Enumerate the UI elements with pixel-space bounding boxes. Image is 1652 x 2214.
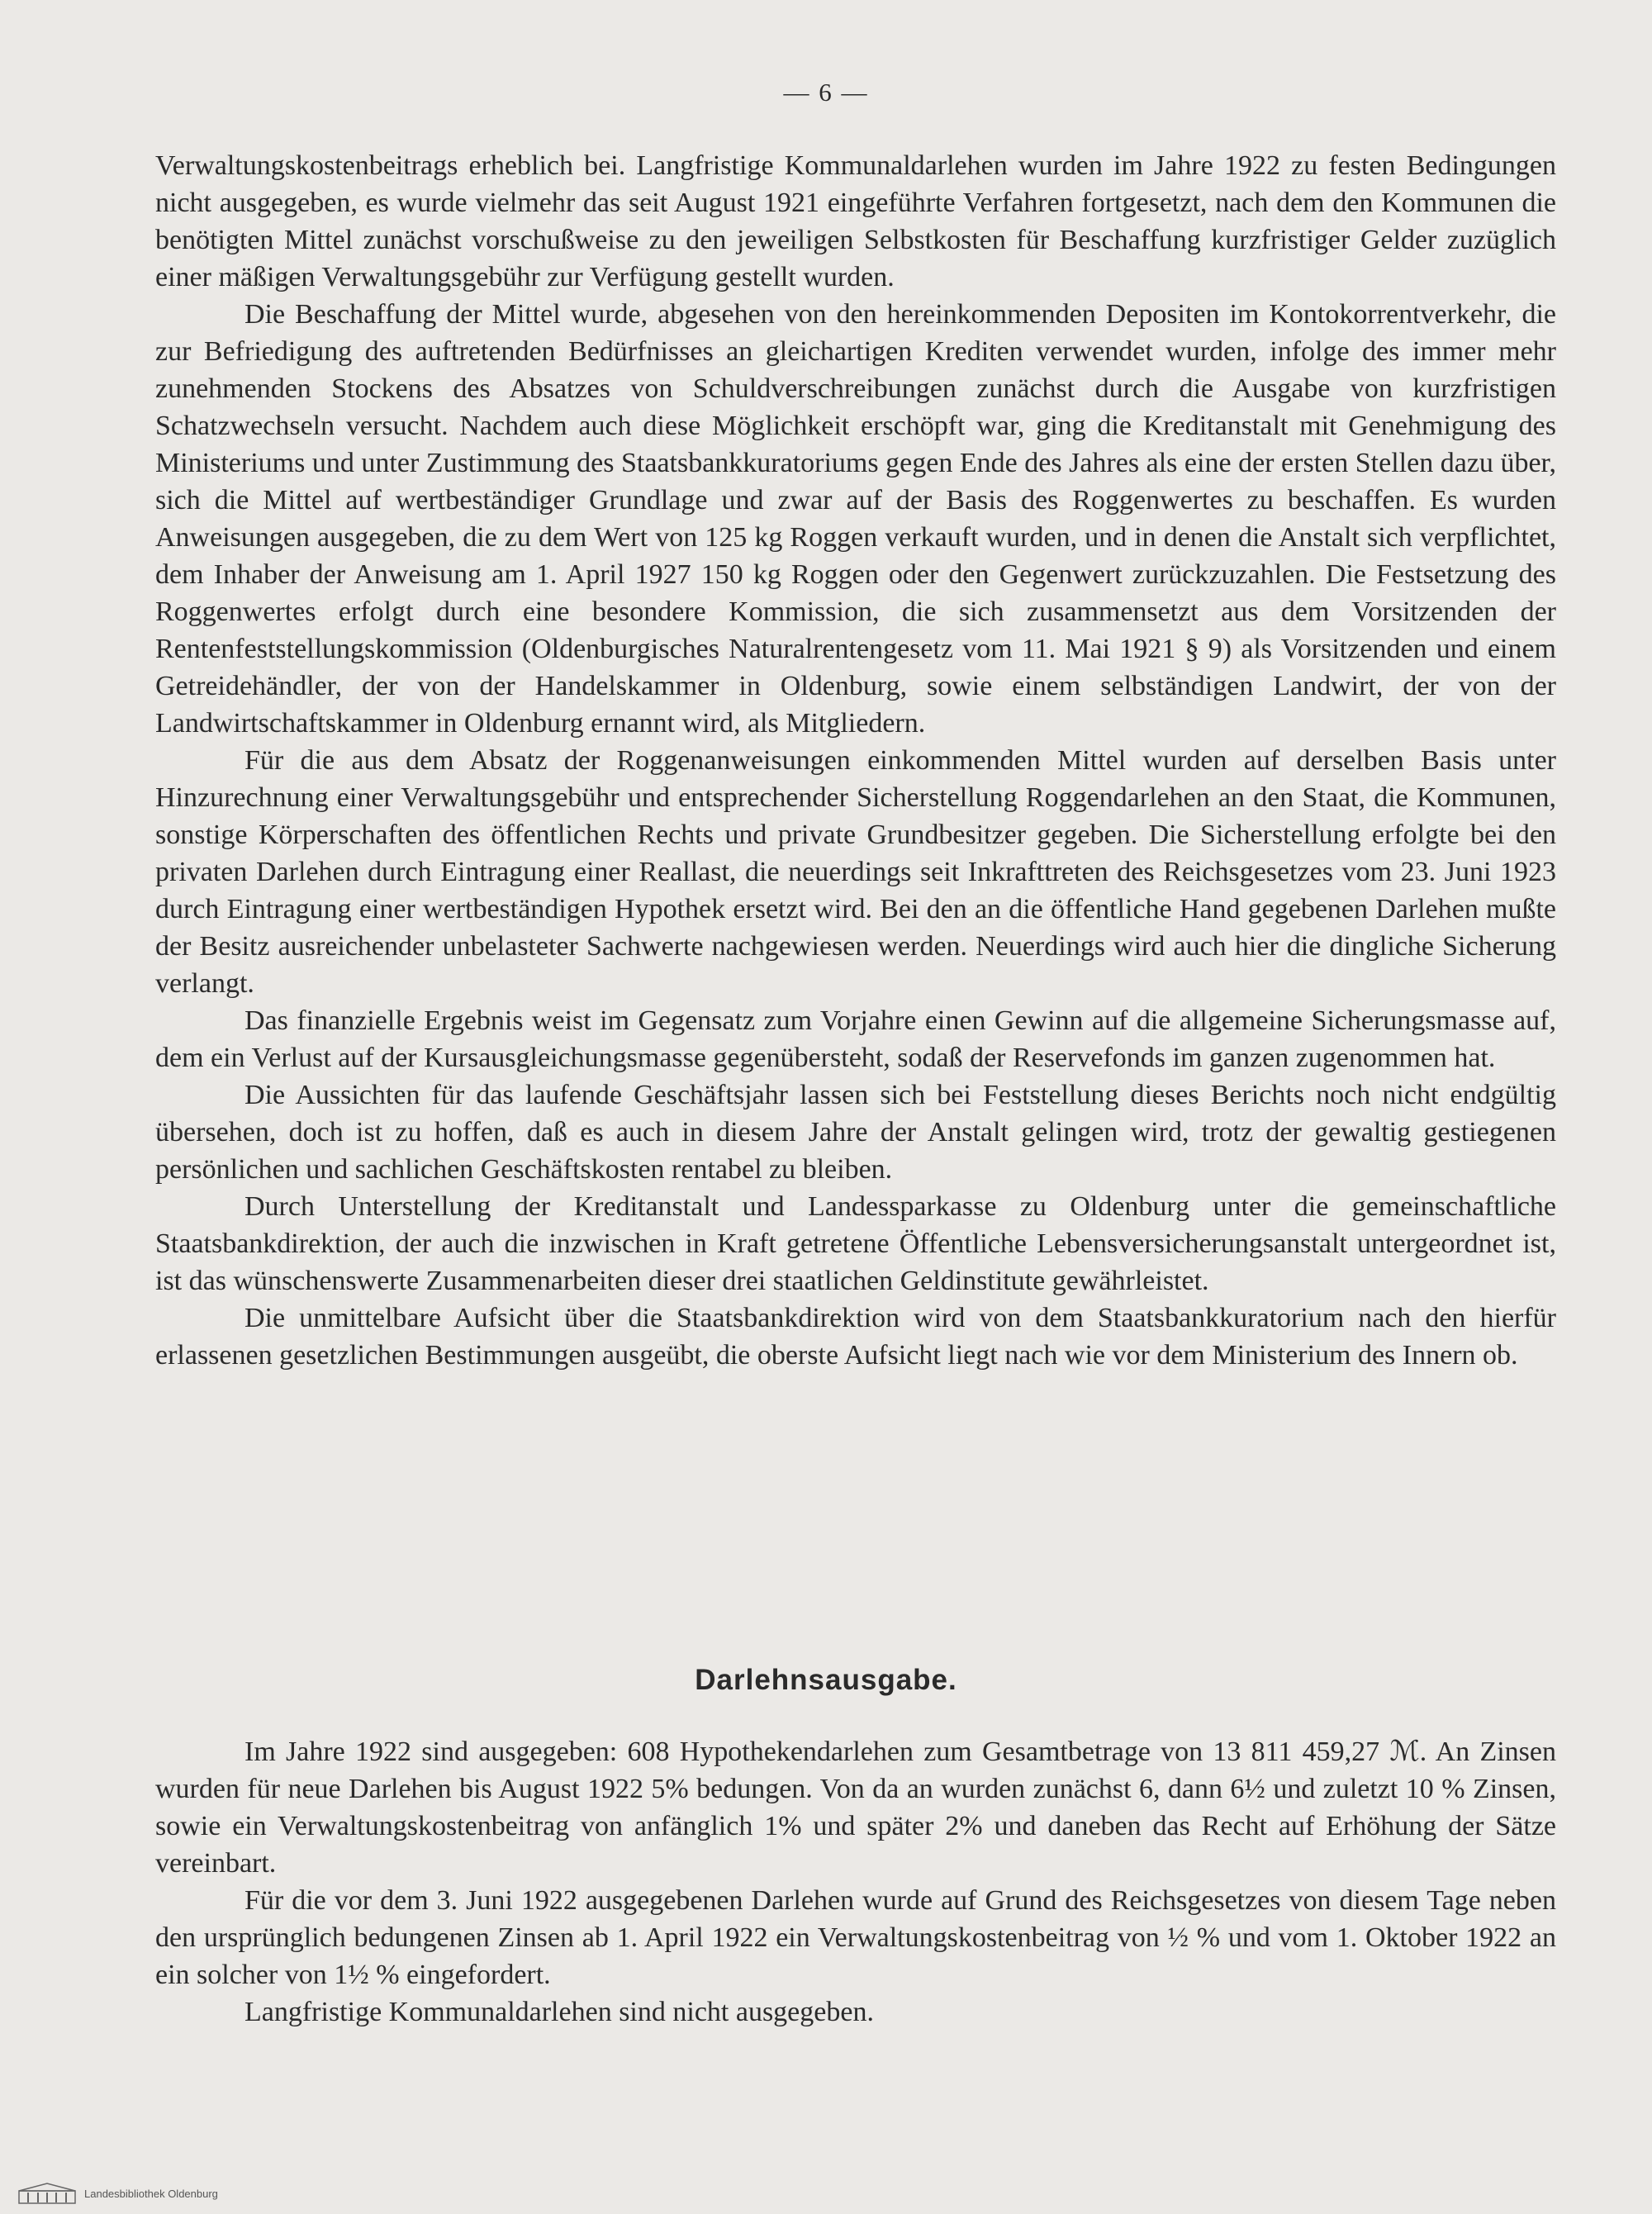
paragraph: Das finanzielle Ergebnis weist im Gegensatz zum Vorjahre einen Gewinn auf die allgemeine Sicherungsmasse auf, dem ein Verlust auf der Kursausgleichungsmasse gegenübersteht, sodaß der Reservefonds im ganzen zugenommen hat. [155, 1005, 1556, 1073]
footer [18, 2181, 218, 2206]
paragraph: Die Beschaffung der Mittel wurde, abgesehen von den hereinkommenden Depositen im Kontokorrentverkehr, die zur Befriedigung des auftretenden Bedürfnisses an gleichartigen Krediten verwendet wurden, infolge des immer mehr zunehmenden Stockens des Absatzes von Schuldverschreibungen zunächst durch die Ausgabe von kurzfristigen Schatzwechseln versucht. Nachdem auch diese Möglichkeit erschöpft war, ging die Kreditanstalt mit Genehmigung des Ministeriums und unter Zustimmung des Staatsbankkuratoriums gegen Ende des Jahres als eine der ersten Stellen dazu über, sich die Mittel auf wertbeständiger Grundlage und zwar auf der Basis des Roggenwertes zu beschaffen. Es wurden Anweisungen ausgegeben, die zu dem Wert von 125 kg Roggen verkauft wurden, und in denen die Anstalt sich verpflichtet, dem Inhaber der Anweisung am 1. April 1927 150 kg Roggen oder den Gegenwert zurückzuzahlen. Die Festsetzung des Roggenwertes erfolgt durch eine besondere Kommission, die sich zusammensetzt aus dem Vorsitzenden der Rentenfeststellungskommission (Oldenburgisches Naturalrentengesetz vom 11. Mai 1921 § 9) als Vorsitzenden und einem Getreidehändler, der von der Handelskammer in Oldenburg, sowie einem selbständigen Landwirt, der von der Landwirtschaftskammer in Oldenburg ernannt wird, als Mitgliedern. [155, 299, 1556, 739]
library-name: Landesbibliothek Oldenburg [84, 2187, 218, 2200]
main-text [155, 147, 1556, 1374]
paragraph: Durch Unterstellung der Kreditanstalt und Landessparkasse zu Oldenburg unter die gemeinschaftliche Staatsbankdirektion, der auch die inzwischen in Kraft getretene Öffentliche Lebensversicherungsanstalt untergeordnet ist, ist das wünschenswerte Zusammenarbeiten dieser drei staatlichen Geldinstitute gewährleistet. [155, 1191, 1556, 1296]
paragraph: Die Aussichten für das laufende Geschäftsjahr lassen sich bei Feststellung dieses Berichts noch nicht endgültig übersehen, doch ist zu hoffen, daß es auch in diesem Jahre der Anstalt gelingen wird, trotz der gewaltig gestiegenen persönlichen und sachlichen Geschäftskosten rentabel zu bleiben. [155, 1080, 1556, 1185]
page-number: — 6 — [783, 78, 869, 107]
section-heading: Darlehnsausgabe. [695, 1664, 957, 1696]
paragraph: Für die aus dem Absatz der Roggenanweisungen einkommenden Mittel wurden auf derselben Basis unter Hinzurechnung einer Verwaltungsgebühr und entsprechender Sicherstellung Roggendarlehen an den Staat, die Kommunen, sonstige Körperschaften des öffentlichen Rechts und private Grundbesitzer gegeben. Die Sicherstellung erfolgte bei den privaten Darlehen durch Eintragung einer Reallast, die neuerdings seit Inkrafttreten des Reichsgesetzes vom 23. Juni 1923 durch Eintragung einer wertbeständigen Hypothek ersetzt wird. Bei den an die öffentliche Hand gegebenen Darlehen mußte der Besitz ausreichender unbelasteter Sachwerte nachgewiesen werden. Neuerdings wird auch hier die dingliche Sicherung verlangt. [155, 745, 1556, 999]
section-text [155, 1733, 1556, 2031]
paragraph: Für die vor dem 3. Juni 1922 ausgegebenen Darlehen wurde auf Grund des Reichsgesetzes von diesem Tage neben den ursprünglich bedungenen Zinsen ab 1. April 1922 ein Verwaltungskostenbeitrag von ½ % und vom 1. Oktober 1922 an ein solcher von 1½ % eingefordert. [155, 1885, 1556, 1990]
paragraph: Im Jahre 1922 sind ausgegeben: 608 Hypothekendarlehen zum Gesamtbetrage von 13 811 459,27 ℳ. An Zinsen wurden für neue Darlehen bis August 1922 5% bedungen. Von da an wurden zunächst 6, dann 6½ und zuletzt 10 % Zinsen, sowie ein Verwaltungskostenbeitrag von anfänglich 1% und später 2% und daneben das Recht auf Erhöhung der Sätze vereinbart. [155, 1737, 1556, 1879]
paragraph: Die unmittelbare Aufsicht über die Staatsbankdirektion wird von dem Staatsbankkuratorium nach den hierfür erlassenen gesetzlichen Bestimmungen ausgeübt, die oberste Aufsicht liegt nach wie vor dem Ministerium des Innern ob. [155, 1303, 1556, 1371]
paragraph: Verwaltungskostenbeitrags erheblich bei. Langfristige Kommunaldarlehen wurden im Jahre 1922 zu festen Bedingungen nicht ausgegeben, es wurde vielmehr das seit August 1921 eingeführte Verfahren fortgesetzt, nach dem den Kommunen die benötigten Mittel zunächst vorschußweise zu den jeweiligen Selbstkosten für Beschaffung kurzfristiger Gelder zuzüglich einer mäßigen Verwaltungsgebühr zur Verfügung gestellt wurden. [155, 150, 1556, 292]
library-building-icon [18, 2183, 76, 2204]
paragraph: Langfristige Kommunaldarlehen sind nicht ausgegeben. [244, 1997, 874, 2027]
